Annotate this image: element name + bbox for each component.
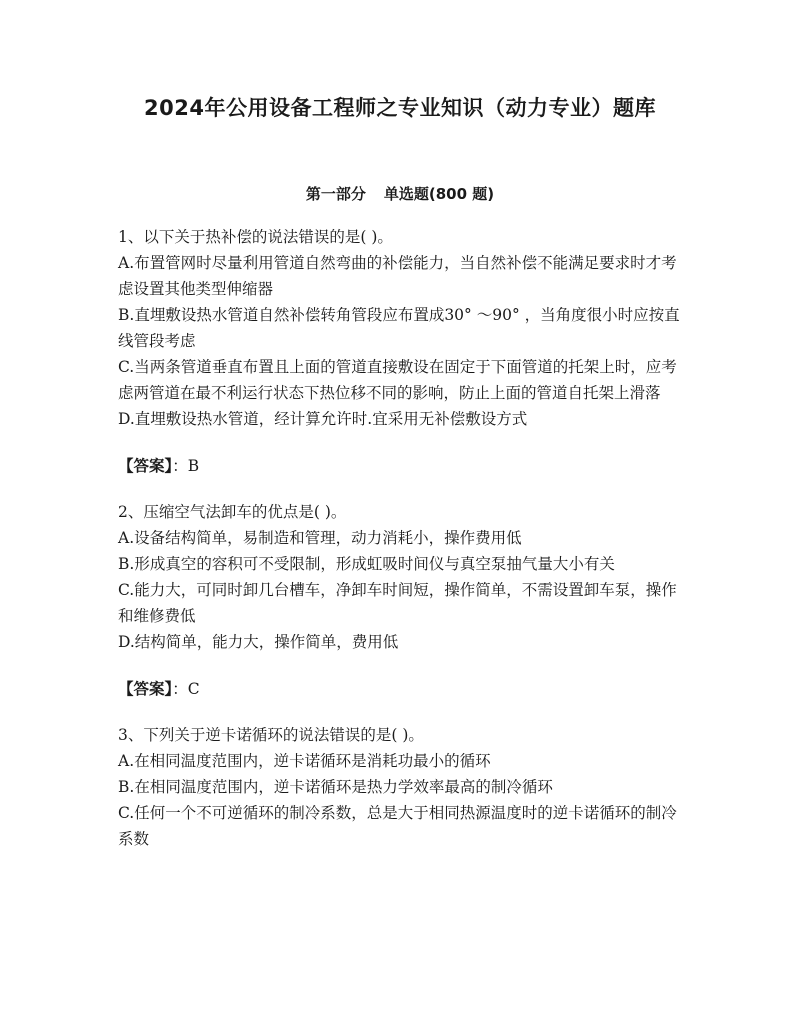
answer-value: C	[187, 680, 200, 698]
question-stem: 1、以下关于热补偿的说法错误的是( )。	[118, 228, 393, 246]
option-c: C.能力大，可同时卸几台槽车，净卸车时间短，操作简单，不需设置卸车泵，操作和维修费低	[118, 581, 677, 625]
answer-line	[118, 453, 688, 479]
section-part: 第一部分	[305, 185, 366, 203]
question-1	[118, 224, 688, 432]
question-stem: 3、下列关于逆卡诺循环的说法错误的是( )。	[118, 726, 424, 744]
section-title	[0, 183, 800, 204]
section-heading: 单选题(800 题)	[383, 185, 495, 203]
answer-separator: ：	[172, 680, 188, 698]
option-a: A.在相同温度范围内，逆卡诺循环是消耗功最小的循环	[118, 752, 491, 770]
option-d: D.直埋敷设热水管道，经计算允许时.宜采用无补偿敷设方式	[118, 410, 528, 428]
answer-label: 【答案】	[118, 457, 173, 475]
option-c: C.当两条管道垂直布置且上面的管道直接敷设在固定于下面管道的托架上时，应考虑两管道在最不利运行状态下热位移不同的影响，防止上面的管道自托架上滑落	[118, 358, 677, 402]
question-3	[118, 722, 688, 852]
document-title: 2024年公用设备工程师之专业知识（动力专业）题库	[144, 96, 656, 120]
option-b: B.在相同温度范围内，逆卡诺循环是热力学效率最高的制冷循环	[118, 778, 553, 796]
answer-line	[118, 676, 688, 702]
option-b: B.直埋敷设热水管道自然补偿转角管段应布置成30° ～90° ，当角度很小时应按直线管段考虑	[118, 306, 680, 350]
question-2	[118, 499, 688, 655]
answer-value: B	[187, 457, 200, 475]
question-list	[118, 224, 688, 852]
option-a: A.设备结构简单，易制造和管理，动力消耗小，操作费用低	[118, 529, 522, 547]
option-b: B.形成真空的容积可不受限制，形成虹吸时间仪与真空泵抽气量大小有关	[118, 555, 615, 573]
option-a: A.布置管网时尽量利用管道自然弯曲的补偿能力，当自然补偿不能满足要求时才考虑设置其他类型伸缩器	[118, 254, 677, 298]
question-stem: 2、压缩空气法卸车的优点是( )。	[118, 503, 347, 521]
answer-label: 【答案】	[118, 680, 173, 698]
option-d: D.结构简单，能力大，操作简单，费用低	[118, 633, 399, 651]
option-c: C.任何一个不可逆循环的制冷系数，总是大于相同热源温度时的逆卡诺循环的制冷系数	[118, 804, 677, 848]
answer-separator: ：	[172, 457, 188, 475]
